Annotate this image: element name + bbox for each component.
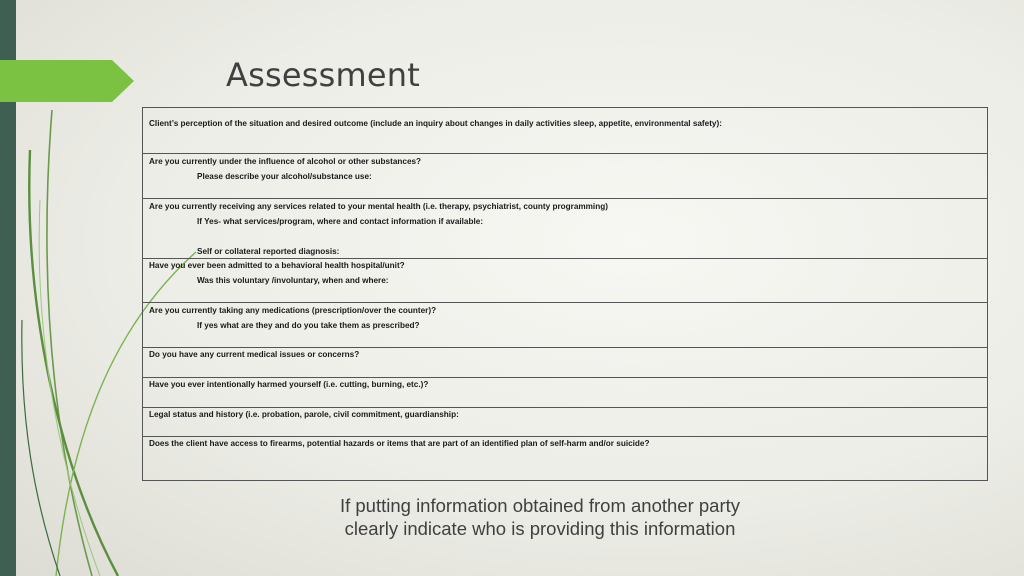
form-row-medical-issues [143, 347, 987, 377]
subquestion-voluntary: Was this voluntary /involuntary, when and where: [197, 276, 389, 285]
caption-line-1: If putting information obtained from another party [339, 495, 741, 516]
decor-line-5 [22, 320, 60, 576]
question-self-harm: Have you ever intentionally harmed yourself (i.e. cutting, burning, etc.)? [149, 380, 429, 389]
subquestion-medications-details: If yes what are they and do you take them as prescribed? [197, 321, 420, 330]
form-row-substances [143, 153, 987, 198]
form-row-self-harm [143, 377, 987, 407]
caption-line-2: clearly indicate who is providing this information [344, 518, 736, 539]
footer-caption [290, 494, 790, 540]
question-medical-issues: Do you have any current medical issues or concerns? [149, 350, 360, 359]
question-perception: Client’s perception of the situation and desired outcome (include an inquiry about changes in daily activities sleep, appetite, environmental safety): [149, 119, 722, 128]
slide-title: Assessment [226, 56, 420, 94]
question-substances: Are you currently under the influence of alcohol or other substances? [149, 157, 422, 166]
subquestion-diagnosis: Self or collateral reported diagnosis: [197, 247, 340, 256]
form-row-legal-status [143, 407, 987, 436]
green-arrow-tab [0, 60, 134, 102]
question-hospital-admission: Have you ever been admitted to a behavioral health hospital/unit? [149, 261, 405, 270]
assessment-form-table [142, 107, 988, 481]
form-row-hospital-admission [143, 258, 987, 302]
form-row-perception [143, 108, 987, 153]
form-row-mental-health-services [143, 198, 987, 258]
question-medications: Are you currently taking any medications (prescription/over the counter)? [149, 306, 437, 315]
question-legal-status: Legal status and history (i.e. probation, parole, civil commitment, guardianship: [149, 410, 459, 419]
form-row-medications [143, 302, 987, 347]
subquestion-substance-use: Please describe your alcohol/substance use: [197, 172, 372, 181]
form-row-firearms [143, 436, 987, 481]
decor-line-2 [29, 150, 118, 576]
question-mental-health-services: Are you currently receiving any services related to your mental health (i.e. therapy, psychiatrist, county programming) [149, 202, 608, 211]
subquestion-services-details: If Yes- what services/program, where and contact information if available: [197, 217, 484, 226]
question-firearms: Does the client have access to firearms, potential hazards or items that are part of an identified plan of self-harm and/or suicide? [149, 439, 650, 448]
